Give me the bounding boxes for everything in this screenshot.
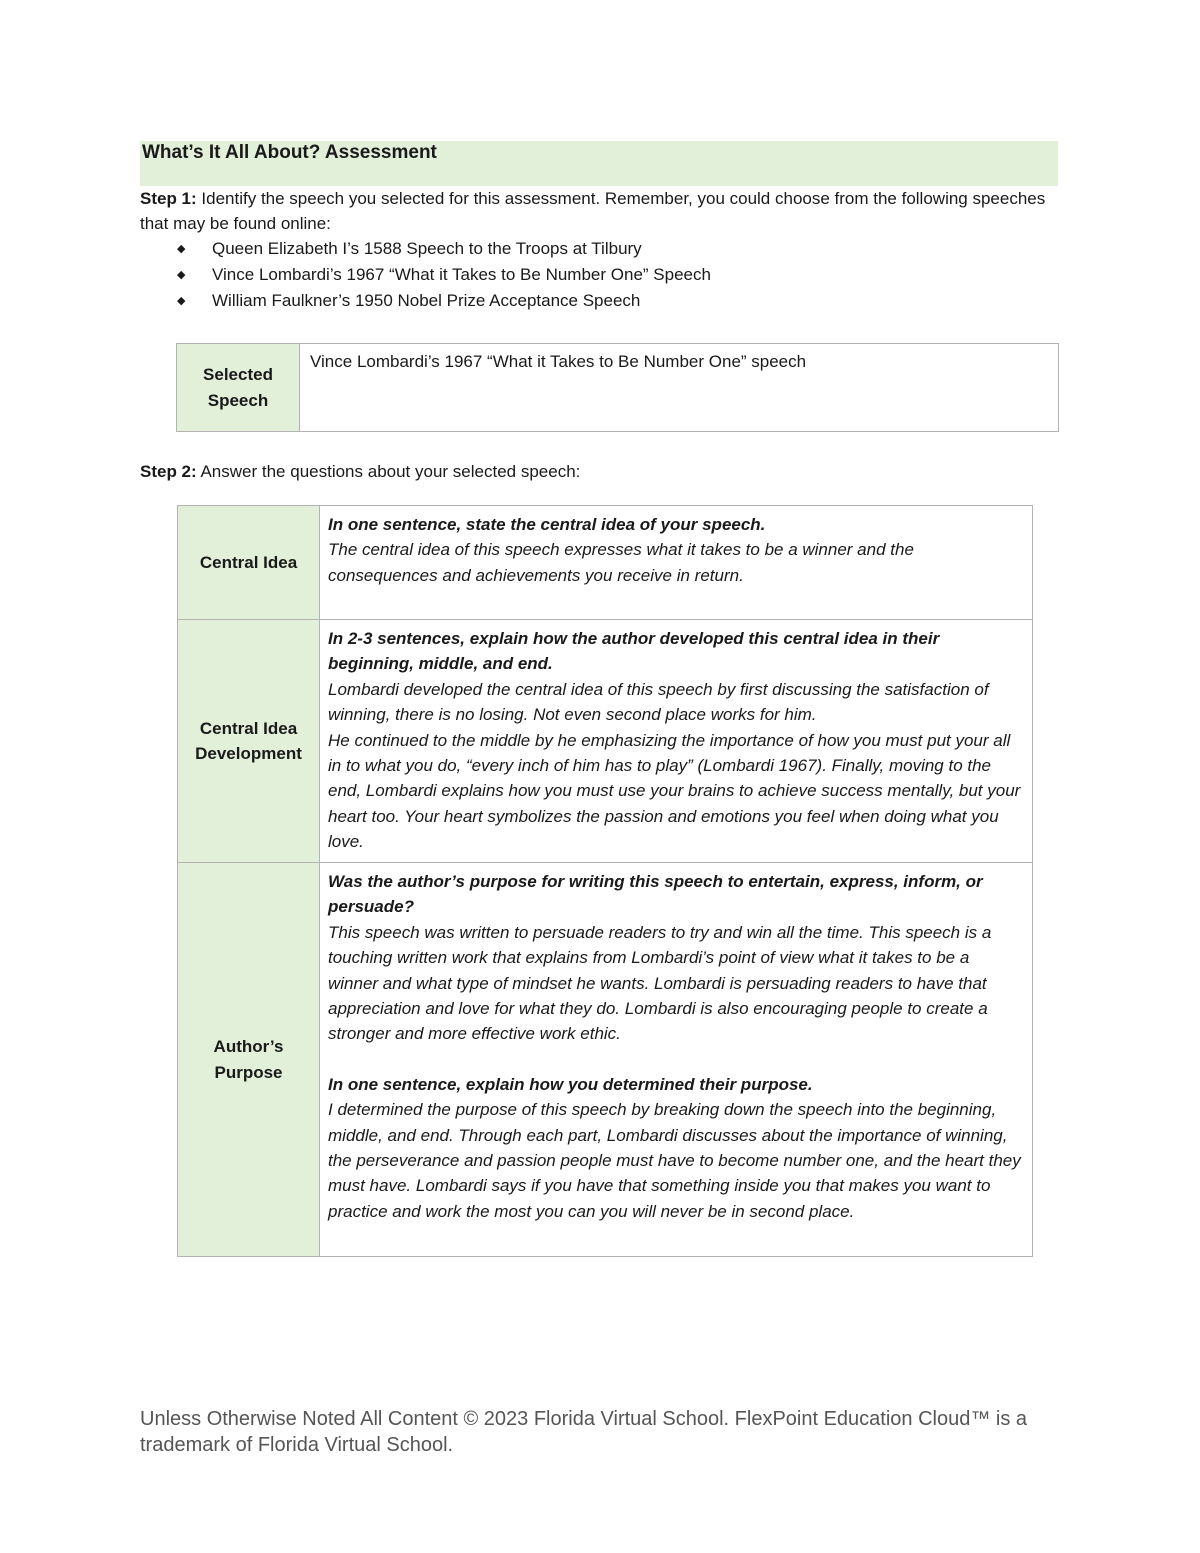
speech-options-list xyxy=(140,236,1065,314)
development-content xyxy=(320,620,1033,863)
step2-paragraph xyxy=(140,459,580,484)
questions-table xyxy=(177,505,1033,1257)
title-bar xyxy=(140,141,1058,186)
central-idea-question: In one sentence, state the central idea of your speech. xyxy=(328,515,766,534)
selected-speech-label-line1: Selected xyxy=(203,365,273,385)
selected-speech-value: Vince Lombardi’s 1967 “What it Takes to Be Number One” speech xyxy=(300,344,1059,432)
central-idea-label: Central Idea xyxy=(178,506,320,620)
list-item xyxy=(140,262,1065,288)
development-label-line2: Development xyxy=(195,744,302,763)
development-answer-1: Lombardi developed the central idea of this speech by first discussing the satisfaction of winning, there is no losing. Not even second place works for him. xyxy=(328,679,989,725)
purpose-label-line1: Author’s xyxy=(213,1037,284,1057)
development-label-line1: Central Idea xyxy=(199,718,298,738)
central-idea-content xyxy=(320,506,1033,620)
diamond-bullet-icon: ◆ xyxy=(177,243,186,255)
table-row xyxy=(178,620,1033,863)
spacer xyxy=(328,1047,1024,1072)
development-label-cell xyxy=(178,620,320,863)
purpose-question-2: In one sentence, explain how you determined their purpose. xyxy=(328,1074,813,1094)
diamond-bullet-icon: ◆ xyxy=(177,295,186,307)
purpose-question-1: Was the author’s purpose for writing this speech to entertain, express, inform, or persuade? xyxy=(328,872,983,917)
step2-label: Step 2: xyxy=(140,462,197,481)
development-answer-2: He continued to the middle by he emphasizing the importance of how you must put your all in to what you do, “every inch of him has to play” (Lombardi 1967). Finally, moving to the end, Lombardi explains how you must use your brains to achieve success mentally, but your heart too. Your heart symbolizes the passion and emotions you feel when doing what you love. xyxy=(328,730,1021,852)
step1-label: Step 1: xyxy=(140,189,197,208)
selected-speech-table xyxy=(176,343,1059,432)
speech-option-text: William Faulkner’s 1950 Nobel Prize Acceptance Speech xyxy=(212,291,641,310)
central-idea-answer: The central idea of this speech expresses what it takes to be a winner and the consequences and achievements you receive in return. xyxy=(328,540,914,585)
copyright-footer: Unless Otherwise Noted All Content © 2023 Florida Virtual School. FlexPoint Education Cloud™ is a trademark of Florida Virtual School. xyxy=(140,1408,1028,1456)
list-item xyxy=(140,236,1065,262)
purpose-answer-2: I determined the purpose of this speech by breaking down the speech into the beginning, middle, and end. Through each part, Lombardi discusses about the importance of winning, the perseverance and passion people must have to become number one, and the heart they must have. Lombardi says if you have that something inside you that makes you want to practice and work the most you can you will never be in second place. xyxy=(328,1100,1021,1221)
purpose-content xyxy=(320,863,1033,1257)
list-item xyxy=(140,288,1065,314)
purpose-label-line2: Purpose xyxy=(214,1062,283,1082)
step1-section xyxy=(140,186,1065,314)
table-row xyxy=(177,344,1059,432)
purpose-answer-1: This speech was written to persuade readers to try and win all the time. This speech is a touching written work that explains from Lombardi’s point of view what it takes to be a winner and what type of mindset he wants. Lombardi is persuading readers to have that appreciation and love for what they do. Lombardi is also encouraging people to create a stronger and more effective work ethic. xyxy=(328,922,992,1044)
purpose-label-cell xyxy=(178,863,320,1257)
selected-speech-label-line2: Speech xyxy=(207,390,269,410)
speech-option-text: Queen Elizabeth I’s 1588 Speech to the Troops at Tilbury xyxy=(212,239,642,258)
step1-paragraph xyxy=(140,186,1065,236)
selected-speech-label-cell xyxy=(177,344,300,432)
table-row xyxy=(178,506,1033,620)
step1-text: Identify the speech you selected for this assessment. Remember, you could choose from the following speeches that may be found online: xyxy=(140,189,1046,233)
table-row xyxy=(178,863,1033,1257)
page-title: What’s It All About? Assessment xyxy=(142,142,437,163)
development-question: In 2-3 sentences, explain how the author developed this central idea in their beginning, middle, and end. xyxy=(328,629,940,674)
diamond-bullet-icon: ◆ xyxy=(177,269,186,281)
step2-text: Answer the questions about your selected speech: xyxy=(196,462,581,481)
speech-option-text: Vince Lombardi’s 1967 “What it Takes to Be Number One” Speech xyxy=(212,265,711,284)
